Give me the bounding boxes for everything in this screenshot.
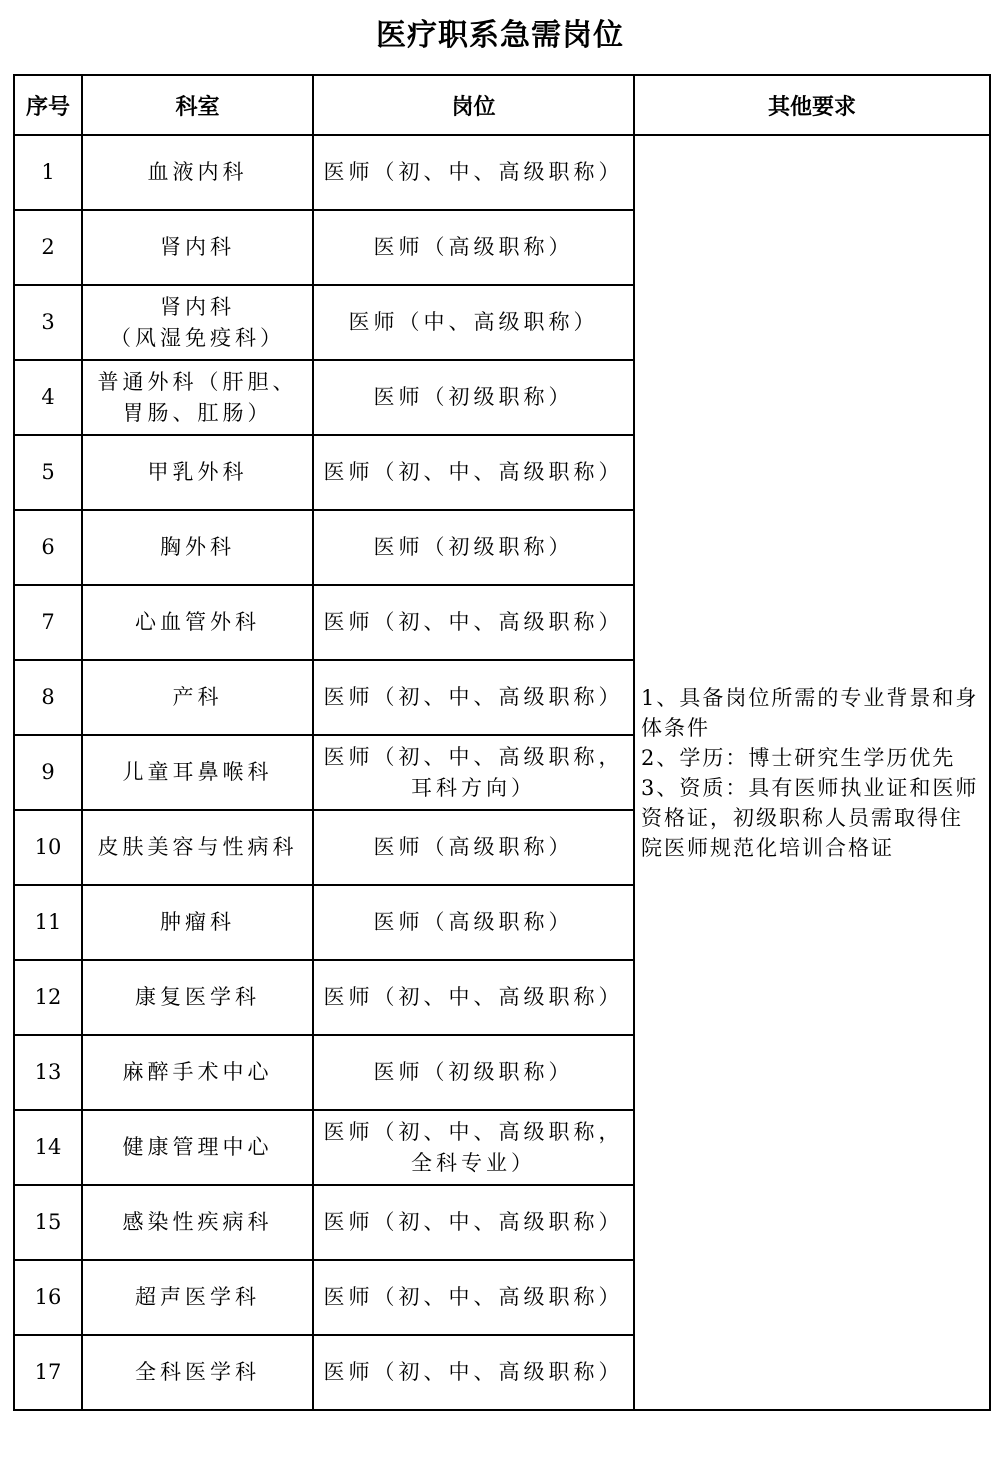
table-body [14, 135, 990, 1410]
cell-post: 医师（高级职称） [313, 810, 634, 885]
requirement-item: 1、具备岗位所需的专业背景和身体条件 [641, 685, 979, 740]
cell-dept: 普通外科（肝胆、 胃肠、肛肠） [82, 360, 313, 435]
cell-post: 医师（初、中、高级职称） [313, 1260, 634, 1335]
cell-dept: 血液内科 [82, 135, 313, 210]
cell-post: 医师（初级职称） [313, 510, 634, 585]
requirement-item: 3、资质：具有医师执业证和医师资格证，初级职称人员需取得住院医师规范化培训合格证 [641, 775, 979, 860]
cell-post: 医师（初、中、高级职称） [313, 585, 634, 660]
requirement-item: 2、学历：博士研究生学历优先 [641, 745, 956, 770]
cell-num: 5 [14, 435, 82, 510]
cell-dept: 肿瘤科 [82, 885, 313, 960]
cell-post: 医师（初、中、高级职称） [313, 1335, 634, 1410]
cell-post: 医师（初、中、高级职称） [313, 135, 634, 210]
cell-num: 15 [14, 1185, 82, 1260]
cell-num: 4 [14, 360, 82, 435]
positions-table [13, 74, 991, 1411]
header-dept: 科室 [82, 75, 313, 135]
cell-dept: 胸外科 [82, 510, 313, 585]
cell-num: 12 [14, 960, 82, 1035]
cell-requirements [634, 135, 990, 1410]
cell-post: 医师（中、高级职称） [313, 285, 634, 360]
page-title: 医疗职系急需岗位 [376, 18, 624, 53]
cell-post: 医师（初、中、高级职称， 全科专业） [313, 1110, 634, 1185]
header-post: 岗位 [313, 75, 634, 135]
header-req: 其他要求 [634, 75, 990, 135]
cell-num: 1 [14, 135, 82, 210]
header-num: 序号 [14, 75, 82, 135]
cell-dept: 肾内科 （风湿免疫科） [82, 285, 313, 360]
cell-dept: 全科医学科 [82, 1335, 313, 1410]
cell-num: 11 [14, 885, 82, 960]
cell-num: 14 [14, 1110, 82, 1185]
cell-num: 3 [14, 285, 82, 360]
cell-num: 8 [14, 660, 82, 735]
cell-post: 医师（初、中、高级职称， 耳科方向） [313, 735, 634, 810]
cell-dept: 儿童耳鼻喉科 [82, 735, 313, 810]
cell-dept: 超声医学科 [82, 1260, 313, 1335]
table-row [14, 135, 990, 210]
cell-num: 16 [14, 1260, 82, 1335]
cell-dept: 心血管外科 [82, 585, 313, 660]
cell-num: 2 [14, 210, 82, 285]
cell-post: 医师（高级职称） [313, 885, 634, 960]
cell-post: 医师（初级职称） [313, 1035, 634, 1110]
cell-dept: 产科 [82, 660, 313, 735]
cell-post: 医师（初、中、高级职称） [313, 1185, 634, 1260]
cell-dept: 健康管理中心 [82, 1110, 313, 1185]
cell-num: 6 [14, 510, 82, 585]
cell-dept: 康复医学科 [82, 960, 313, 1035]
cell-post: 医师（初、中、高级职称） [313, 960, 634, 1035]
cell-post: 医师（初、中、高级职称） [313, 435, 634, 510]
table-header-row [14, 75, 990, 135]
cell-post: 医师（初、中、高级职称） [313, 660, 634, 735]
cell-num: 9 [14, 735, 82, 810]
cell-post: 医师（高级职称） [313, 210, 634, 285]
cell-dept: 皮肤美容与性病科 [82, 810, 313, 885]
cell-num: 13 [14, 1035, 82, 1110]
cell-dept: 肾内科 [82, 210, 313, 285]
cell-num: 17 [14, 1335, 82, 1410]
cell-num: 10 [14, 810, 82, 885]
cell-dept: 麻醉手术中心 [82, 1035, 313, 1110]
cell-dept: 感染性疾病科 [82, 1185, 313, 1260]
cell-post: 医师（初级职称） [313, 360, 634, 435]
cell-num: 7 [14, 585, 82, 660]
cell-dept: 甲乳外科 [82, 435, 313, 510]
